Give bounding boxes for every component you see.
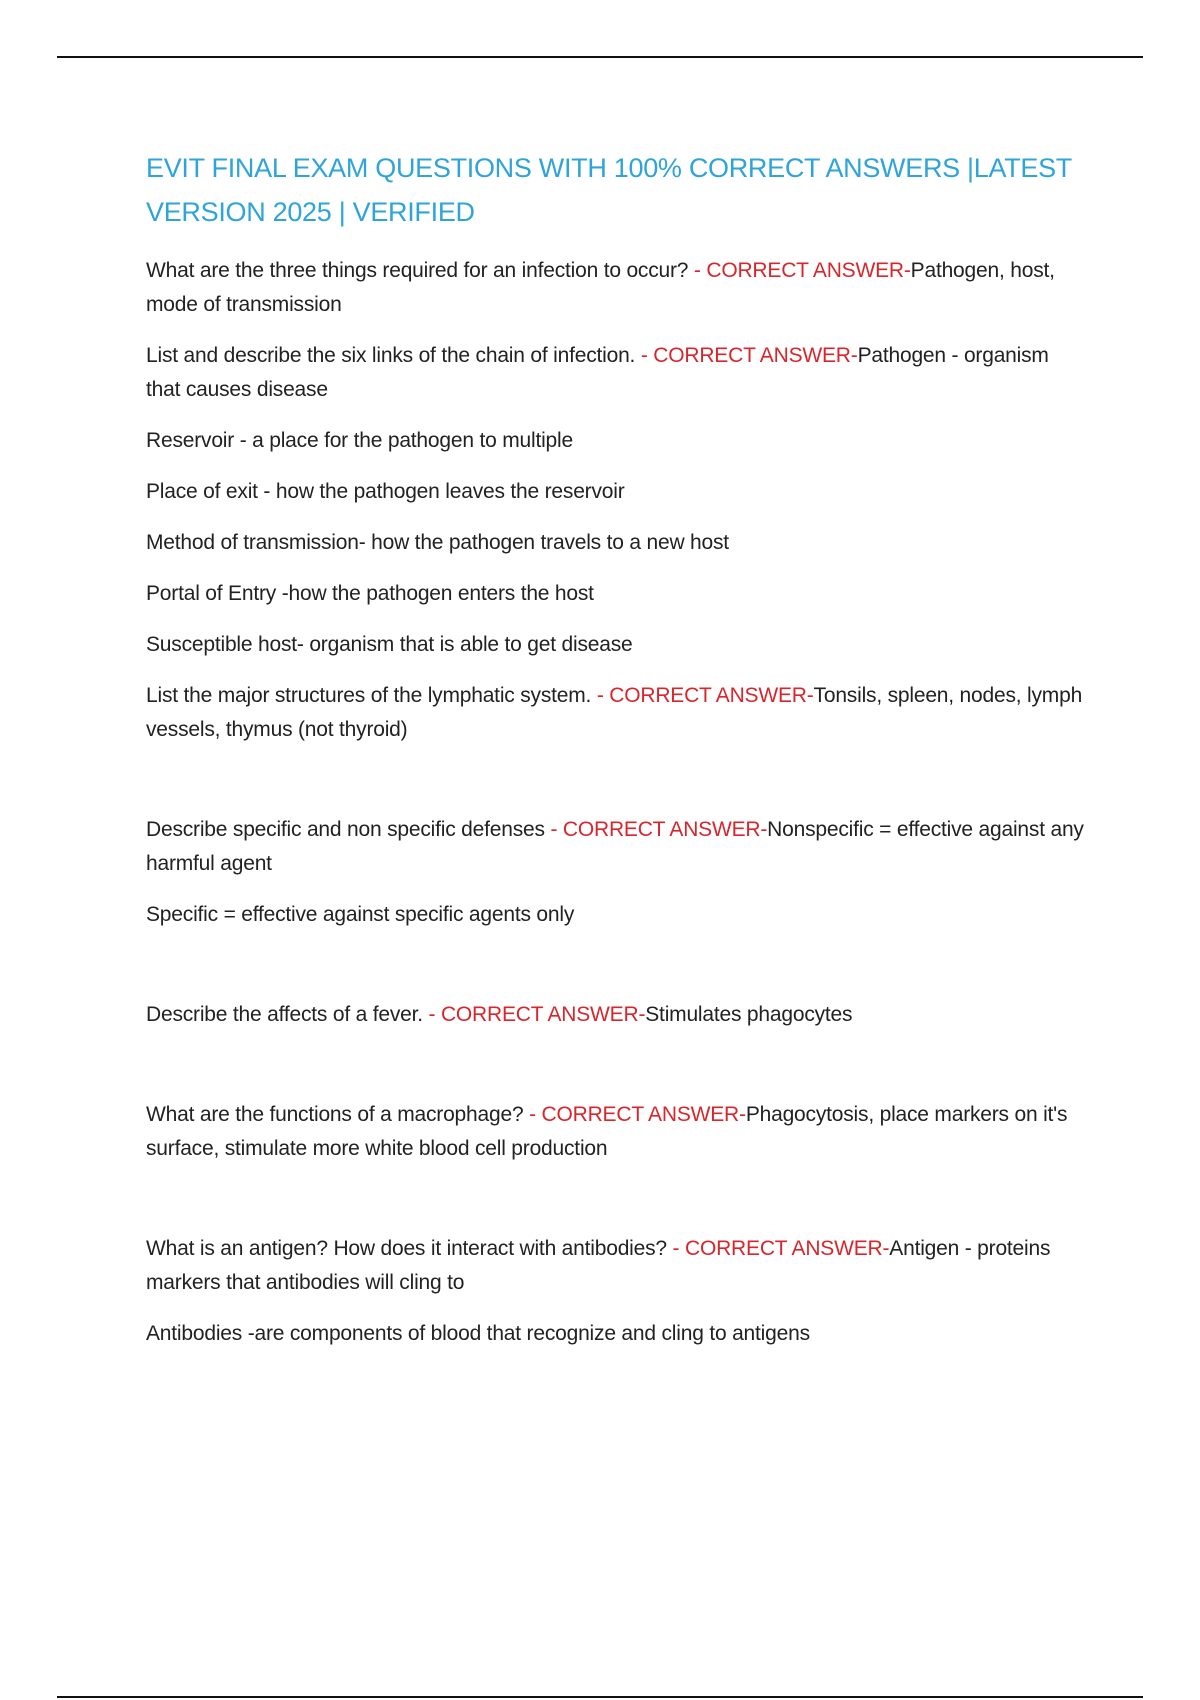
answer-continuation: Susceptible host- organism that is able to get disease bbox=[146, 633, 633, 656]
answer-text: Phagocytosis, place markers on it's surface, stimulate more white blood cell production bbox=[146, 1103, 1068, 1160]
answer-continuation: Method of transmission- how the pathogen travels to a new host bbox=[146, 531, 729, 554]
question-text: What are the functions of a macrophage? bbox=[146, 1103, 524, 1126]
answer-continuation: Specific = effective against specific agents only bbox=[146, 903, 575, 926]
document-body bbox=[146, 146, 1086, 1368]
answer-continuation: Place of exit - how the pathogen leaves the reservoir bbox=[146, 480, 625, 503]
qa-item: What is an antigen? How does it interact with antibodies? - CORRECT ANSWER-Antigen - proteins markers that antibodies will cling to bbox=[146, 1237, 1051, 1294]
question-text: Describe specific and non specific defenses bbox=[146, 818, 545, 841]
answer-label: CORRECT ANSWER bbox=[541, 1103, 740, 1126]
answer-text: Nonspecific = effective against any harmful agent bbox=[146, 818, 1084, 875]
answer-continuation: Reservoir - a place for the pathogen to multiple bbox=[146, 429, 573, 452]
answer-label: CORRECT ANSWER bbox=[440, 1003, 639, 1026]
answer-continuation: Portal of Entry -how the pathogen enters the host bbox=[146, 582, 594, 605]
answer-label: CORRECT ANSWER bbox=[562, 818, 761, 841]
answer-label: CORRECT ANSWER bbox=[609, 684, 807, 707]
answer-label: CORRECT ANSWER bbox=[653, 344, 851, 367]
qa-item: Describe the affects of a fever. - CORRECT ANSWER-Stimulates phagocytes bbox=[146, 1003, 853, 1026]
qa-item: What are the three things required for an infection to occur? - CORRECT ANSWER-Pathogen, host, mode of transmission bbox=[146, 259, 1055, 316]
qa-item: List and describe the six links of the chain of infection. - CORRECT ANSWER-Pathogen - organism that causes disease bbox=[146, 344, 1049, 401]
question-text: Describe the affects of a fever. bbox=[146, 1003, 423, 1026]
question-text: What are the three things required for an infection to occur? bbox=[146, 259, 689, 282]
answer-label: CORRECT ANSWER bbox=[706, 259, 904, 282]
question-text: What is an antigen? How does it interact with antibodies? bbox=[146, 1237, 667, 1260]
bottom-rule bbox=[57, 1696, 1143, 1698]
qa-item: List the major structures of the lymphatic system. - CORRECT ANSWER-Tonsils, spleen, nodes, lymph vessels, thymus (not thyroid) bbox=[146, 684, 1083, 741]
document-title: EVIT FINAL EXAM QUESTIONS WITH 100% CORRECT ANSWERS |LATEST VERSION 2025 | VERIFIED bbox=[146, 153, 1072, 227]
answer-continuation: Antibodies -are components of blood that recognize and cling to antigens bbox=[146, 1322, 810, 1345]
top-rule bbox=[57, 56, 1143, 58]
answer-text: Antigen - proteins markers that antibodies will cling to bbox=[146, 1237, 1051, 1294]
answer-label: CORRECT ANSWER bbox=[684, 1237, 883, 1260]
question-text: List and describe the six links of the chain of infection. bbox=[146, 344, 636, 367]
answer-text: Pathogen - organism that causes disease bbox=[146, 344, 1049, 401]
answer-text: Stimulates phagocytes bbox=[645, 1003, 853, 1026]
qa-item: What are the functions of a macrophage? - CORRECT ANSWER-Phagocytosis, place markers on it's surface, stimulate more white blood cell production bbox=[146, 1103, 1068, 1160]
qa-item: Describe specific and non specific defenses - CORRECT ANSWER-Nonspecific = effective against any harmful agent bbox=[146, 818, 1084, 875]
answer-text: Tonsils, spleen, nodes, lymph vessels, thymus (not thyroid) bbox=[146, 684, 1083, 741]
question-text: List the major structures of the lymphatic system. bbox=[146, 684, 592, 707]
answer-text: Pathogen, host, mode of transmission bbox=[146, 259, 1055, 316]
